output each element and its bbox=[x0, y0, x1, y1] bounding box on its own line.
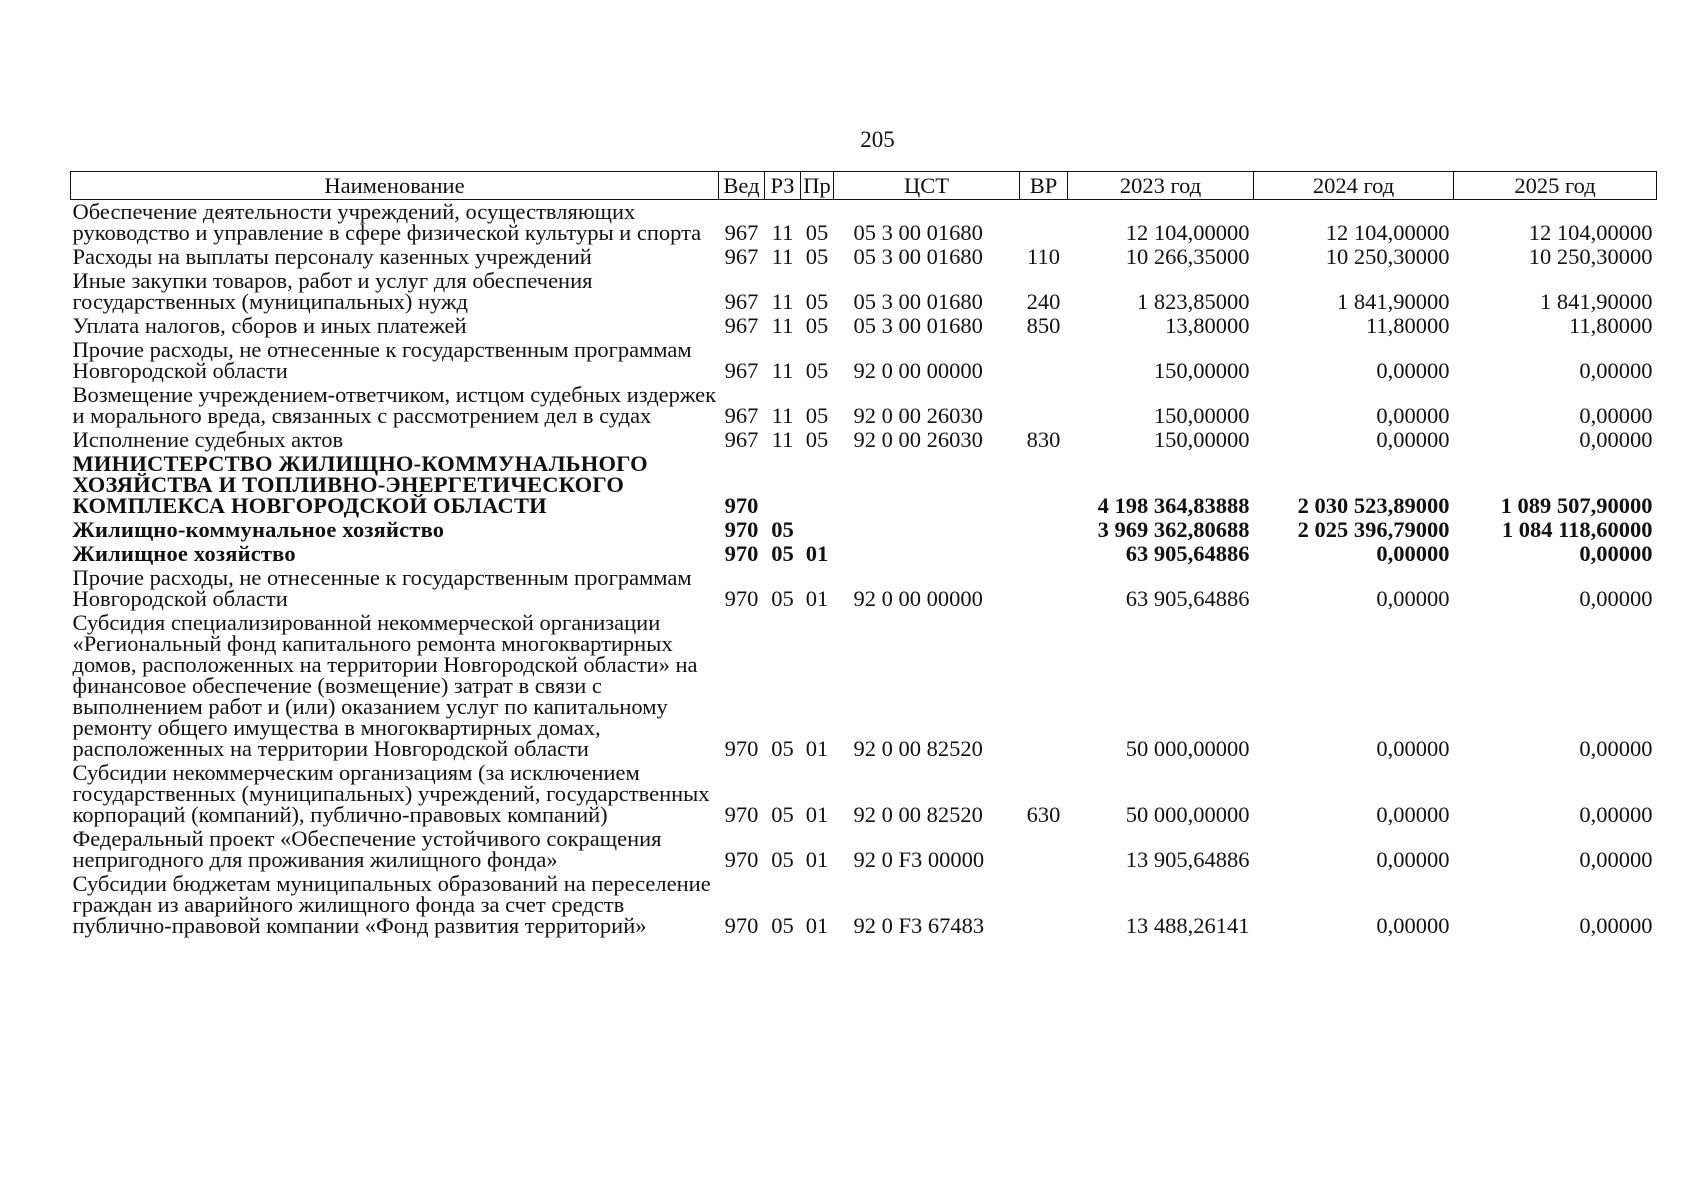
row-rz: 11 bbox=[771, 313, 794, 338]
row-name: Прочие расходы, не отнесенные к государственным программам Новгородской области bbox=[72, 565, 692, 611]
table-row bbox=[71, 611, 1657, 761]
table-row bbox=[71, 542, 1657, 566]
row-pr: 05 bbox=[805, 313, 829, 338]
row-amount-2025: 0,00000 bbox=[1579, 847, 1653, 872]
row-name: Возмещение учреждением-ответчиком, истцом судебных издержек и морального вреда, связанных с рассмотрением дел в судах bbox=[72, 382, 717, 428]
row-name: МИНИСТЕРСТВО ЖИЛИЩНО-КОММУНАЛЬНОГО ХОЗЯЙСТВА И ТОПЛИВНО-ЭНЕРГЕТИЧЕСКОГО КОМПЛЕКСА НОВГОРОДСКОЙ ОБЛАСТИ bbox=[72, 451, 648, 518]
row-amount-2024: 10 250,30000 bbox=[1325, 244, 1450, 269]
row-amount-2025: 12 104,00000 bbox=[1528, 220, 1653, 245]
row-amount-2024: 0,00000 bbox=[1376, 541, 1450, 566]
row-pr: 05 bbox=[805, 220, 829, 245]
row-amount-2024: 0,00000 bbox=[1376, 427, 1450, 452]
row-ved: 970 bbox=[724, 493, 759, 518]
row-rz: 11 bbox=[771, 244, 794, 269]
row-amount-2024: 0,00000 bbox=[1376, 847, 1450, 872]
row-vr bbox=[1020, 518, 1068, 542]
row-amount-2025: 1 841,90000 bbox=[1540, 289, 1653, 314]
row-name: Уплата налогов, сборов и иных платежей bbox=[72, 313, 467, 338]
row-amount-2025: 1 089 507,90000 bbox=[1500, 493, 1653, 518]
page-number: 205 bbox=[860, 127, 895, 152]
row-pr: 01 bbox=[805, 802, 829, 827]
row-amount-2024: 0,00000 bbox=[1376, 802, 1450, 827]
table-row bbox=[71, 872, 1657, 938]
row-amount-2024: 2 030 523,89000 bbox=[1297, 493, 1450, 518]
row-amount-2023: 150,00000 bbox=[1153, 403, 1250, 428]
row-vr: 630 bbox=[1026, 802, 1061, 827]
header-vr: ВР bbox=[1020, 172, 1068, 200]
row-name: Прочие расходы, не отнесенные к государственным программам Новгородской области bbox=[72, 337, 692, 383]
row-pr: 05 bbox=[805, 427, 829, 452]
row-name: Федеральный проект «Обеспечение устойчивого сокращения непригодного для проживания жилищного фонда» bbox=[72, 826, 662, 872]
row-pr bbox=[801, 452, 834, 518]
row-ved: 970 bbox=[724, 517, 759, 542]
row-ved: 967 bbox=[724, 289, 759, 314]
table-row bbox=[71, 428, 1657, 452]
row-cst: 92 0 00 26030 bbox=[853, 403, 983, 428]
row-rz: 05 bbox=[771, 586, 794, 611]
row-cst: 92 0 F3 00000 bbox=[853, 847, 985, 872]
row-amount-2023: 63 905,64886 bbox=[1125, 541, 1250, 566]
row-amount-2025: 1 084 118,60000 bbox=[1501, 517, 1653, 542]
row-amount-2023: 13 905,64886 bbox=[1125, 847, 1250, 872]
row-amount-2024: 1 841,90000 bbox=[1337, 289, 1450, 314]
row-vr bbox=[1020, 566, 1068, 611]
row-vr bbox=[1020, 452, 1068, 518]
row-amount-2023: 12 104,00000 bbox=[1125, 220, 1250, 245]
row-vr bbox=[1020, 827, 1068, 872]
row-cst: 92 0 00 00000 bbox=[853, 358, 983, 383]
row-rz: 05 bbox=[771, 517, 794, 542]
row-amount-2024: 0,00000 bbox=[1376, 736, 1450, 761]
row-rz: 11 bbox=[771, 403, 794, 428]
row-vr bbox=[1020, 542, 1068, 566]
row-amount-2025: 0,00000 bbox=[1579, 358, 1653, 383]
row-ved: 970 bbox=[724, 802, 759, 827]
row-name: Субсидии бюджетам муниципальных образований на переселение граждан из аварийного жилищного фонда за счет средств публично-правовой компании «Фонд развития территорий» bbox=[72, 871, 711, 938]
row-rz: 11 bbox=[771, 289, 794, 314]
header-2025: 2025 год bbox=[1454, 172, 1657, 200]
row-ved: 970 bbox=[724, 847, 759, 872]
header-ved: Вед bbox=[719, 172, 765, 200]
row-rz: 11 bbox=[771, 220, 794, 245]
table-row bbox=[71, 245, 1657, 269]
row-pr: 01 bbox=[805, 541, 829, 566]
row-amount-2023: 63 905,64886 bbox=[1125, 586, 1250, 611]
row-ved: 967 bbox=[724, 244, 759, 269]
row-ved: 967 bbox=[724, 403, 759, 428]
row-rz: 05 bbox=[771, 541, 794, 566]
header-2023: 2023 год bbox=[1068, 172, 1254, 200]
row-cst: 92 0 F3 67483 bbox=[853, 913, 985, 938]
row-amount-2023: 13,80000 bbox=[1165, 313, 1250, 338]
table-row bbox=[71, 314, 1657, 338]
row-vr bbox=[1020, 872, 1068, 938]
row-ved: 970 bbox=[724, 541, 759, 566]
row-amount-2025: 11,80000 bbox=[1568, 313, 1653, 338]
row-amount-2023: 1 823,85000 bbox=[1137, 289, 1250, 314]
row-vr: 240 bbox=[1026, 289, 1061, 314]
row-amount-2023: 150,00000 bbox=[1153, 427, 1250, 452]
row-cst: 05 3 00 01680 bbox=[853, 313, 983, 338]
row-amount-2025: 0,00000 bbox=[1579, 403, 1653, 428]
row-ved: 967 bbox=[724, 313, 759, 338]
row-amount-2024: 11,80000 bbox=[1365, 313, 1450, 338]
row-amount-2024: 0,00000 bbox=[1376, 586, 1450, 611]
row-cst: 92 0 00 82520 bbox=[853, 802, 983, 827]
row-cst: 05 3 00 01680 bbox=[853, 244, 983, 269]
row-vr: 850 bbox=[1026, 313, 1061, 338]
row-ved: 967 bbox=[724, 220, 759, 245]
row-amount-2023: 10 266,35000 bbox=[1125, 244, 1250, 269]
row-amount-2024: 2 025 396,79000 bbox=[1297, 517, 1450, 542]
row-amount-2024: 0,00000 bbox=[1376, 913, 1450, 938]
row-vr: 830 bbox=[1026, 427, 1061, 452]
row-name: Субсидии некоммерческим организациям (за исключением государственных (муниципальных) учреждений, государственных корпораций (компаний), публично-правовых компаний) bbox=[72, 760, 710, 827]
table-row bbox=[71, 338, 1657, 383]
row-pr: 05 bbox=[805, 244, 829, 269]
table-row bbox=[71, 566, 1657, 611]
row-amount-2023: 3 969 362,80688 bbox=[1097, 517, 1250, 542]
row-amount-2025: 0,00000 bbox=[1579, 802, 1653, 827]
row-rz: 05 bbox=[771, 736, 794, 761]
row-pr: 01 bbox=[805, 847, 829, 872]
row-pr: 01 bbox=[805, 736, 829, 761]
row-name: Жилищно-коммунальное хозяйство bbox=[72, 517, 445, 542]
table-row bbox=[71, 827, 1657, 872]
row-rz: 11 bbox=[771, 427, 794, 452]
table-row bbox=[71, 452, 1657, 518]
row-pr bbox=[801, 518, 834, 542]
row-amount-2023: 50 000,00000 bbox=[1125, 736, 1250, 761]
row-cst: 05 3 00 01680 bbox=[853, 289, 983, 314]
row-pr: 05 bbox=[805, 289, 829, 314]
row-cst: 05 3 00 01680 bbox=[853, 220, 983, 245]
row-vr bbox=[1020, 200, 1068, 246]
table-row bbox=[71, 518, 1657, 542]
row-cst: 92 0 00 00000 bbox=[853, 586, 983, 611]
row-amount-2025: 0,00000 bbox=[1579, 586, 1653, 611]
row-amount-2023: 150,00000 bbox=[1153, 358, 1250, 383]
row-vr: 110 bbox=[1027, 244, 1060, 269]
row-rz bbox=[765, 452, 801, 518]
row-rz: 05 bbox=[771, 802, 794, 827]
row-rz: 05 bbox=[771, 913, 794, 938]
row-amount-2025: 0,00000 bbox=[1579, 427, 1653, 452]
row-rz: 11 bbox=[771, 358, 794, 383]
header-2024: 2024 год bbox=[1254, 172, 1454, 200]
row-pr: 05 bbox=[805, 358, 829, 383]
row-amount-2024: 0,00000 bbox=[1376, 358, 1450, 383]
row-amount-2023: 4 198 364,83888 bbox=[1097, 493, 1250, 518]
row-cst: 92 0 00 82520 bbox=[853, 736, 983, 761]
row-name: Субсидия специализированной некоммерческой организации «Региональный фонд капитального ремонта многоквартирных домов, расположенных на территории Новгородской области» на финансовое обеспечение (возмещение) затрат в связи с выполнением работ и (или) оказанием услуг по капитальному ремонту общего имущества в многоквартирных домах, расположенных на территории Новгородской области bbox=[72, 610, 698, 761]
budget-table bbox=[70, 171, 1657, 938]
row-ved: 967 bbox=[724, 427, 759, 452]
row-cst: 92 0 00 26030 bbox=[853, 427, 983, 452]
row-amount-2025: 0,00000 bbox=[1579, 913, 1653, 938]
header-name: Наименование bbox=[71, 172, 719, 200]
table-row bbox=[71, 200, 1657, 246]
row-pr: 01 bbox=[805, 913, 829, 938]
row-amount-2025: 10 250,30000 bbox=[1528, 244, 1653, 269]
table-row bbox=[71, 761, 1657, 827]
row-amount-2024: 12 104,00000 bbox=[1325, 220, 1450, 245]
header-row bbox=[71, 172, 1657, 200]
row-cst bbox=[834, 518, 1020, 542]
row-ved: 970 bbox=[724, 736, 759, 761]
row-name: Исполнение судебных актов bbox=[72, 427, 344, 452]
row-pr: 01 bbox=[805, 586, 829, 611]
row-amount-2024: 0,00000 bbox=[1376, 403, 1450, 428]
row-ved: 970 bbox=[724, 586, 759, 611]
table-row bbox=[71, 383, 1657, 428]
table-row bbox=[71, 269, 1657, 314]
row-amount-2023: 13 488,26141 bbox=[1125, 913, 1250, 938]
table-body bbox=[71, 200, 1657, 939]
header-pr: Пр bbox=[801, 172, 834, 200]
row-cst bbox=[834, 542, 1020, 566]
row-rz: 05 bbox=[771, 847, 794, 872]
header-rz: РЗ bbox=[765, 172, 801, 200]
row-name: Обеспечение деятельности учреждений, осуществляющих руководство и управление в сфере физической культуры и спорта bbox=[72, 199, 702, 245]
row-name: Жилищное хозяйство bbox=[72, 541, 296, 566]
row-vr bbox=[1020, 338, 1068, 383]
row-name: Иные закупки товаров, работ и услуг для обеспечения государственных (муниципальных) нужд bbox=[72, 268, 593, 314]
row-amount-2025: 0,00000 bbox=[1579, 541, 1653, 566]
row-vr bbox=[1020, 383, 1068, 428]
header-cst: ЦСТ bbox=[834, 172, 1020, 200]
row-vr bbox=[1020, 611, 1068, 761]
row-ved: 967 bbox=[724, 358, 759, 383]
row-pr: 05 bbox=[805, 403, 829, 428]
row-ved: 970 bbox=[724, 913, 759, 938]
row-cst bbox=[834, 452, 1020, 518]
row-name: Расходы на выплаты персоналу казенных учреждений bbox=[72, 244, 592, 269]
row-amount-2025: 0,00000 bbox=[1579, 736, 1653, 761]
row-amount-2023: 50 000,00000 bbox=[1125, 802, 1250, 827]
